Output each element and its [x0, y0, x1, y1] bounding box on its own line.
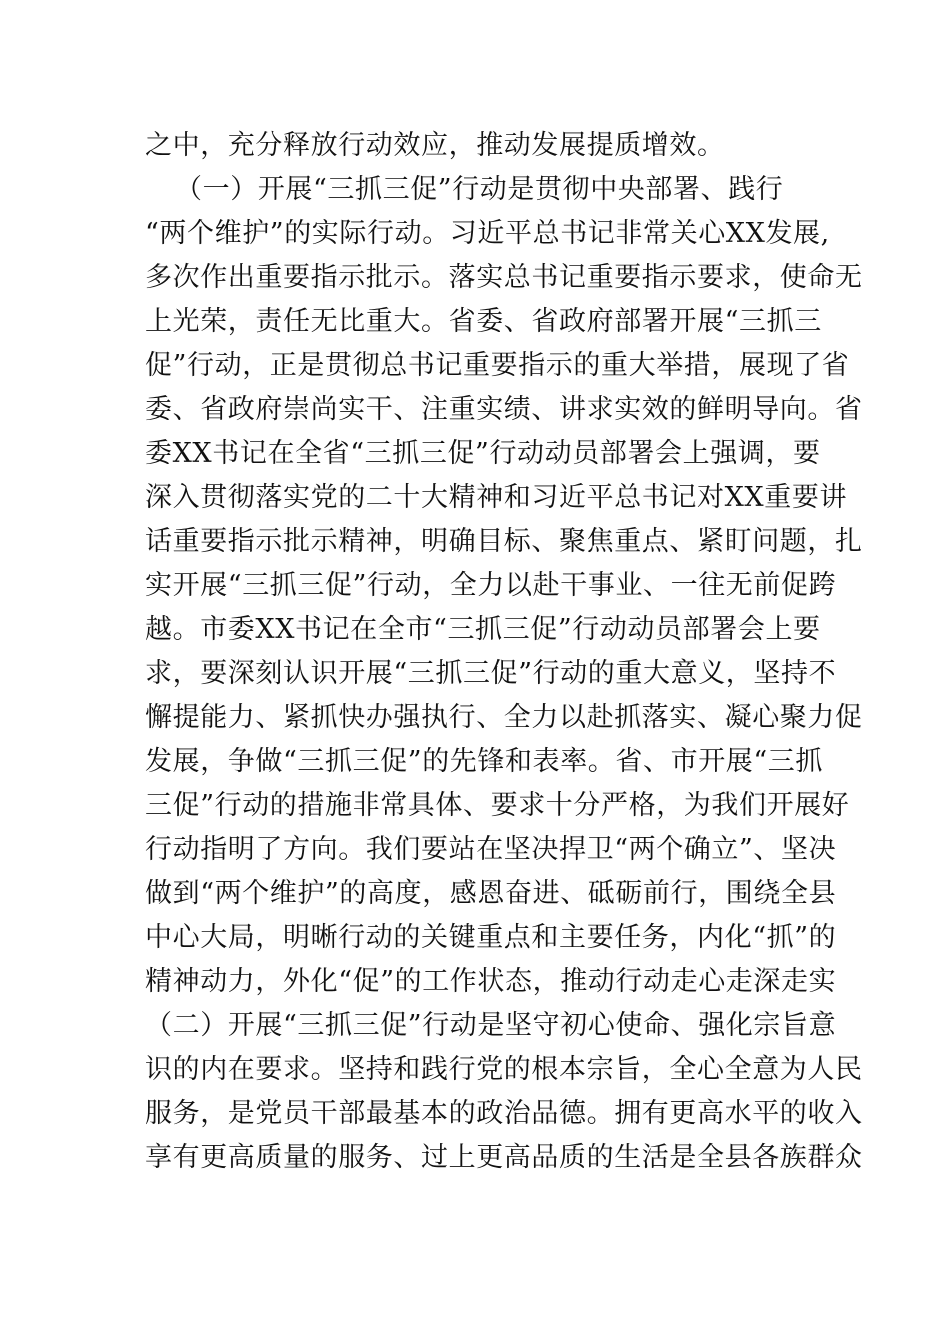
text-line: 做到“两个维护”的高度，感恩奋进、砥砺前行，围绕全县: [145, 878, 837, 909]
text-line: “两个维护”的实际行动。习近平总书记非常关心XX发展,: [145, 218, 830, 249]
text-line: 发展，争做“三抓三促”的先锋和表率。省、市开展“三抓: [145, 746, 824, 777]
text-line: 越。市委XX书记在全市“三抓三促”行动动员部署会上要: [145, 614, 821, 645]
text-line: 促”行动，正是贯彻总书记重要指示的重大举措，展现了省: [145, 350, 850, 381]
text-line: 中心大局，明晰行动的关键重点和主要任务，内化“抓”的: [145, 922, 837, 953]
text-line: 服务，是党员干部最基本的政治品德。拥有更高水平的收入: [145, 1098, 863, 1129]
text-line: 话重要指示批示精神，明确目标、聚焦重点、紧盯问题，扎: [145, 526, 863, 557]
text-line: 上光荣，责任无比重大。省委、省政府部署开展“三抓三: [145, 306, 822, 337]
text-line: 精神动力，外化“促”的工作状态，推动行动走心走深走实: [145, 966, 837, 997]
text-line: 实开展“三抓三促”行动，全力以赴干事业、一往无前促跨: [145, 570, 837, 601]
text-line: 懈提能力、紧抓快办强执行、全力以赴抓落实、凝心聚力促: [145, 702, 863, 733]
text-line: （二）开展“三抓三促”行动是坚守初心使命、强化宗旨意: [145, 1010, 837, 1041]
text-line: 享有更高质量的服务、过上更高品质的生活是全县各族群众: [145, 1142, 863, 1173]
text-line: 识的内在要求。坚持和践行党的根本宗旨，全心全意为人民: [145, 1054, 863, 1085]
text-line: 求，要深刻认识开展“三抓三促”行动的重大意义，坚持不: [145, 658, 837, 689]
text-line: 多次作出重要指示批示。落实总书记重要指示要求，使命无: [145, 262, 863, 293]
text-line: 之中，充分释放行动效应，推动发展提质增效。: [145, 130, 725, 161]
text-line: （一）开展“三抓三促”行动是贯彻中央部署、践行: [175, 174, 784, 205]
text-line: 行动指明了方向。我们要站在坚决捍卫“两个确立”、坚决: [145, 834, 837, 865]
text-line: 委、省政府崇尚实干、注重实绩、讲求实效的鲜明导向。省: [145, 394, 863, 425]
text-line: 委XX书记在全省“三抓三促”行动动员部署会上强调，要: [145, 438, 821, 469]
text-line: 深入贯彻落实党的二十大精神和习近平总书记对XX重要讲: [145, 482, 848, 513]
text-line: 三促”行动的措施非常具体、要求十分严格，为我们开展好: [145, 790, 850, 821]
